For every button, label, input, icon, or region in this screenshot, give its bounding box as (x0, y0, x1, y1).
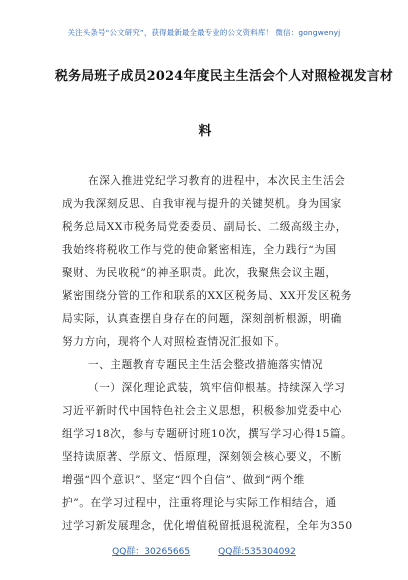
body-line: 聚财、为民收税”的神圣职责。此次，我聚焦会议主题， (62, 267, 337, 279)
body-line: 我始终将税收工作与党的使命紧密相连，全力践行“为国 (62, 244, 337, 256)
body-line: 在深入推进党纪学习教育的进程中，本次民主生活会 (88, 175, 346, 187)
section-heading: 一、主题教育专题民主生活会整改措施落实情况 (88, 359, 324, 371)
body-line: 努力方向，现将个人对照检查情况汇报如下。 (62, 336, 286, 348)
body-line: 税务总局XX市税务局党委委员、副局长、二级高级主办， (62, 221, 347, 233)
body-line: 增强“四个意识”、坚定“四个自信”、做到“两个维 (62, 474, 305, 486)
body-line: 习近平新时代中国特色社会主义思想，积极参加党委中心 (62, 405, 342, 417)
body-line: 组学习18次，参与专题研讨班10次，撰写学习心得15篇。 (62, 428, 353, 440)
footer-contact (0, 544, 408, 560)
body-line: 成为我深刻反思、自我审视与提升的关键契机。身为国家 (62, 198, 342, 210)
document-title-continued: 料 (198, 124, 212, 139)
promo-banner: 关注头条号“公文研究”，获得最新最全最专业的公文资料库！ 微信：gongwenyj (67, 28, 341, 37)
body-line: 坚持读原著、学原文、悟原理，深刻领会核心要义，不断 (62, 451, 342, 463)
body-line: 紧密围绕分管的工作和联系的XX区税务局、XX开发区税务 (62, 290, 353, 302)
body-line: （一）深化理论武装，筑牢信仰根基。持续深入学习 (88, 382, 346, 394)
document-title: 税务局班子成员2024年度民主生活会个人对照检视发言材 (55, 69, 394, 84)
body-line: 局实际，认真查摆自身存在的问题，深刻剖析根源，明确 (62, 313, 342, 325)
body-line: 过学习新发展理念，优化增值税留抵退税流程，全年为350 (62, 520, 353, 532)
qq-group-link-2[interactable]: QQ群:535304092 (218, 547, 296, 557)
body-line: 护”。在学习过程中，注重将理论与实际工作相结合，通 (62, 497, 337, 509)
qq-group-link-1[interactable]: QQ群：30265665 (112, 547, 191, 557)
